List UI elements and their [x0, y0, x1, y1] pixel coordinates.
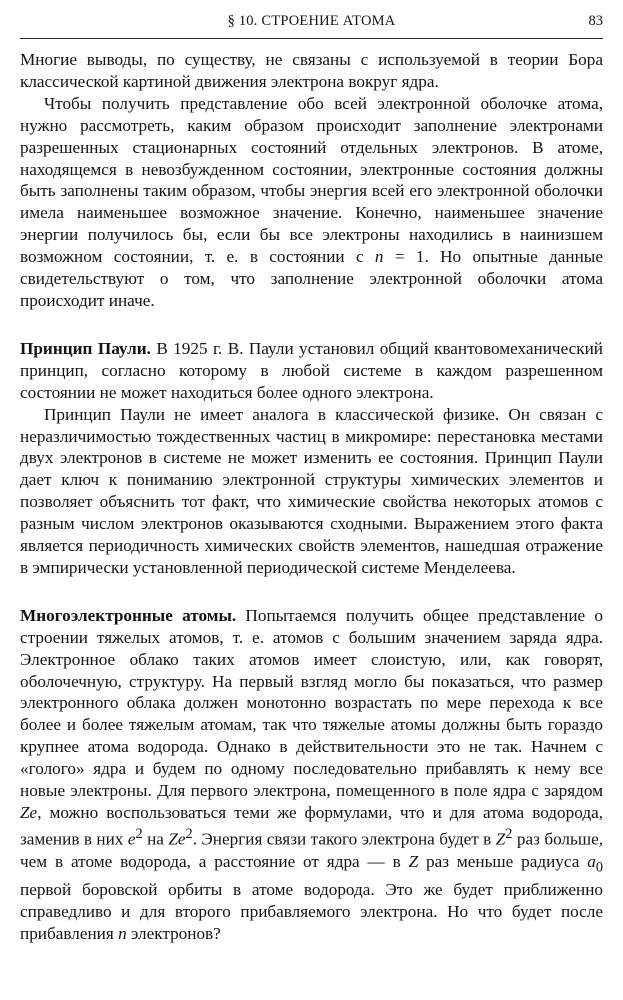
text-segment: раз больше, чем в атоме водорода, а расстояние от ядра — в	[20, 829, 604, 871]
text-segment: . Но опытные данные свидетельствуют о том, что заполнение электронной оболочки атома происходит иначе.	[20, 247, 603, 310]
paragraph-bohr-conclusions: Многие выводы, по существу, не связаны с используемой в теории Бора классической картиной движения электрона вокруг ядра.	[20, 50, 603, 91]
math-Ze: Ze	[168, 829, 186, 849]
heading-pauli-principle: Принцип Паули.	[20, 338, 151, 358]
book-page	[20, 10, 603, 945]
paragraph-multielectron-atoms	[20, 605, 603, 945]
text-segment: Попытаемся получить общее представление о строении тяжелых атомов, т. е. атомов с большим значением заряда ядра. Электронное облако таких атомов имеет слоистую, или, как говорят, оболочечную, структуру. На первый взгляд могло бы показаться, что размер электронного облака должен монотонно возрастать по мере перехода к все более и более тяжелым атомам, так что тяжелые атомы должны быть гораздо крупнее атома водорода. Однако в действительности это не так. Начнем с «голого» ядра и будем по одному последовательно прибавлять к нему все новые электроны. Для первого электрона, помещенного в поле ядра с зарядом	[20, 605, 604, 801]
text-segment: , можно воспользоваться теми же формулами, что и для атома водорода, заменив в них	[20, 803, 603, 849]
section-title: § 10. СТРОЕНИЕ АТОМА	[227, 13, 396, 29]
text-segment: . Энергия связи такого электрона будет в	[192, 829, 496, 849]
heading-multielectron-atoms: Многоэлектронные атомы.	[20, 605, 237, 625]
text-segment: раз меньше радиуса	[418, 851, 588, 871]
math-superscript: 2	[135, 825, 143, 842]
page-number: 83	[588, 13, 603, 29]
text-segment: электронов?	[126, 923, 221, 943]
math-a: a	[587, 851, 596, 871]
math-subscript: 0	[595, 858, 603, 875]
math-Ze: Ze	[20, 803, 38, 822]
paragraph-pauli-principle	[20, 338, 603, 404]
text-segment: на	[142, 829, 169, 849]
math-Z: Z	[495, 829, 506, 849]
text-segment: Чтобы получить представление обо всей электронной оболочке атома, нужно рассмотреть, каким образом происходит заполнение электронами разрешенных стационарных состояний отдельных электронов. В атоме, находящемся в невозбужденном состоянии, электронные состояния должны быть заполнены таким образом, чтобы энергия всей его электронной оболочки имела наименьшее возможное значение. Конечно, наименьшее значение энергии получилось бы, если бы все электроны находились в наинизшем возможном состоянии, т. е. в состоянии с	[20, 93, 603, 267]
running-head	[20, 10, 603, 32]
math-Z: Z	[408, 851, 419, 871]
math-superscript: 2	[505, 825, 513, 842]
math-equals-one: = 1	[383, 247, 425, 267]
math-n: n	[374, 247, 384, 267]
text-segment: первой боровской орбиты в атоме водорода. Это же будет приближенно справедливо и для второго прибавляемого электрона. Но что будет после прибавления	[20, 879, 603, 943]
math-n: n	[118, 923, 127, 943]
text-segment: В 1925 г. В. Паули установил общий квантовомеханический принцип, согласно которому в любой системе в каждом разрешенном состоянии не может находиться более одного электрона.	[20, 338, 603, 402]
math-e: e	[127, 829, 136, 849]
paragraph-pauli-explanation: Принцип Паули не имеет аналога в классической физике. Он связан с неразличимостью тождественных частиц в микромире: перестановка местами двух электронов в системе не может изменить ее состояния. Принцип Паули дает ключ к пониманию электронной структуры химических элементов и позволяет объяснить тот факт, что химические свойства некоторых атомов с разным числом электронов оказываются сходными. Выражением этого факта является периодичность химических свойств элементов, нашедшая отражение в эмпирически установленной периодической системе Менделеева.	[20, 404, 603, 577]
header-rule	[20, 38, 603, 39]
math-superscript: 2	[185, 825, 193, 842]
paragraph-electron-shell	[20, 93, 603, 312]
